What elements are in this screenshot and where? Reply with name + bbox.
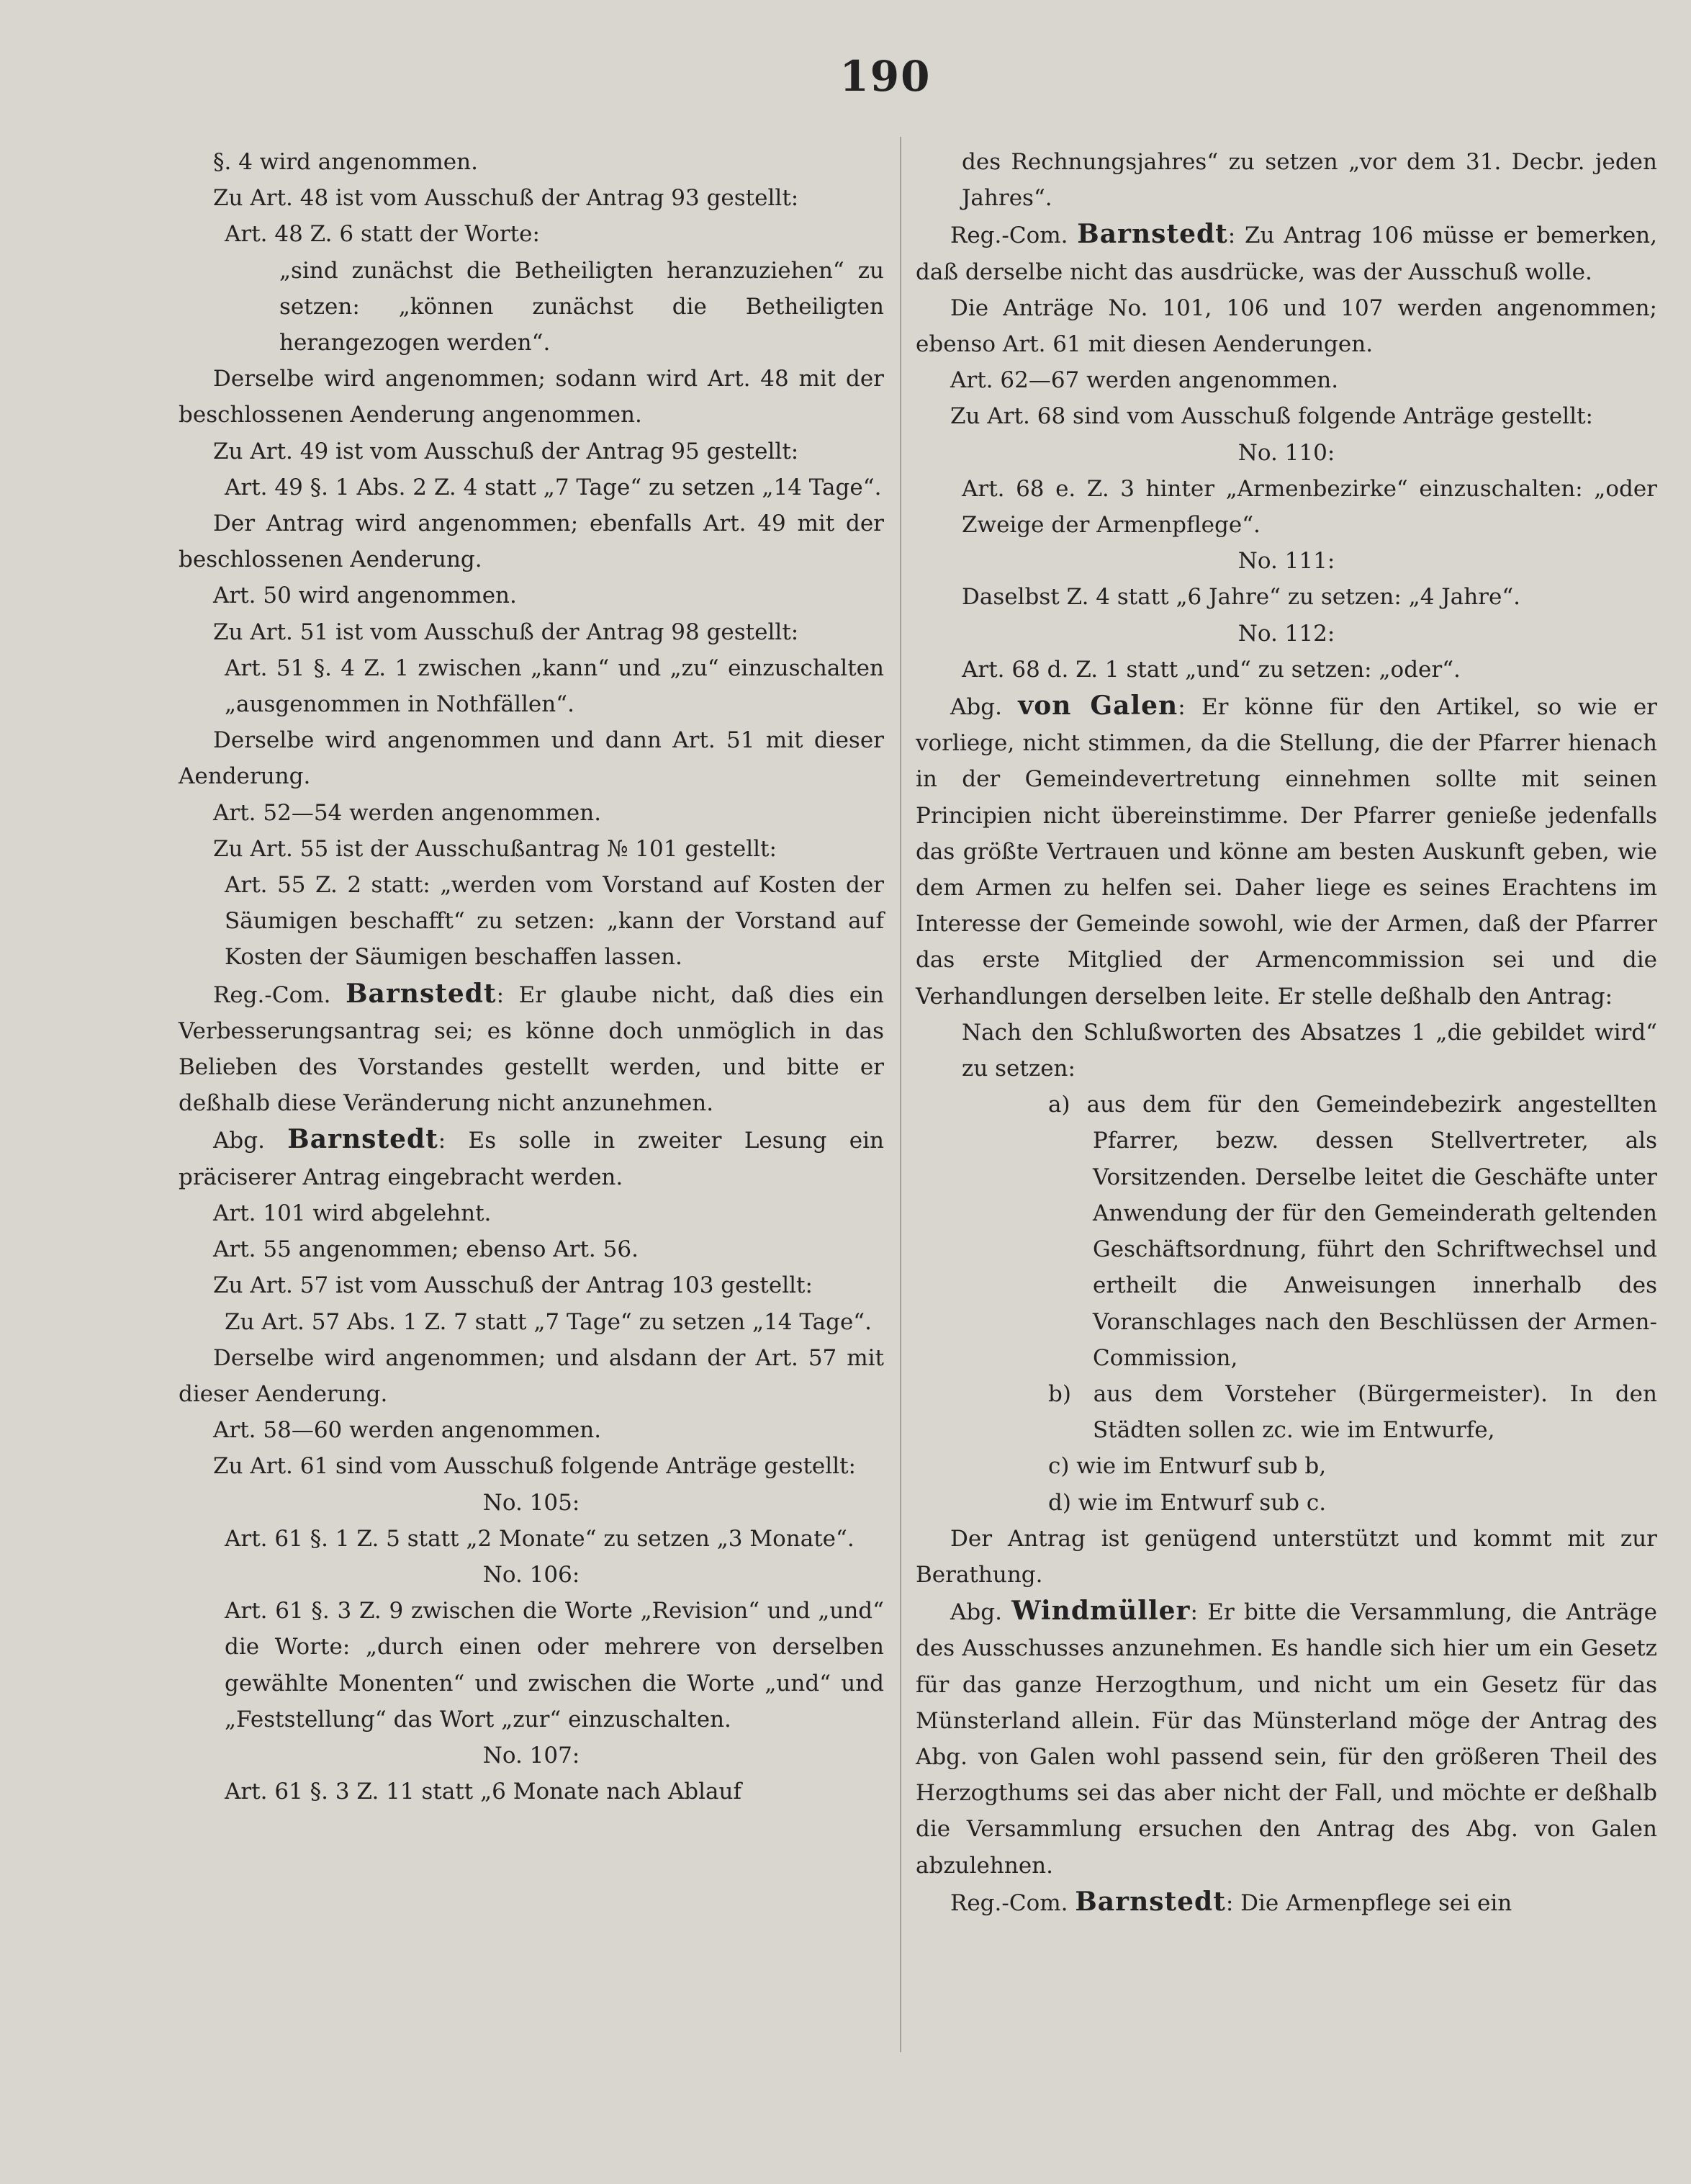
paragraph	[916, 435, 1657, 471]
paragraph	[179, 253, 884, 361]
paragraph-text: Art. 62—67 werden angenommen.	[950, 367, 1339, 394]
speaker-name: Barnstedt	[1077, 219, 1228, 250]
paragraph-text: des Rechnungsjahres“ zu setzen „vor dem 31. Decbr. jeden Jahres“.	[962, 149, 1657, 212]
speaker-name: Windmüller	[1011, 1596, 1191, 1627]
column-divider	[900, 137, 901, 2052]
paragraph-text: „sind zunächst die Betheiligten heranzuziehen“ zu setzen: „können zunächst die Betheiligten herangezogen werden“.	[279, 257, 884, 356]
paragraph	[179, 1557, 884, 1593]
paragraph-text: Art. 52—54 werden angenommen.	[213, 799, 602, 826]
paragraph	[179, 976, 884, 1122]
paragraph-text: b) aus dem Vorsteher (Bürgermeister). In den Städten sollen zc. wie im Entwurfe,	[1048, 1380, 1657, 1444]
paragraph-text: : Er könne für den Artikel, so wie er vorliege, nicht stimmen, da die Stellung, die der Pfarrer hienach in der Gemeindevertretung einnehmen sollte mit seinen Principien nicht übereinstimme. Der Pfarrer genieße jedenfalls das größte Vertrauen und könne am besten Auskunft geben, wie dem Armen zu helfen sei. Daher liege es seines Erachtens im Interesse der Gemeinde sowohl, wie der Armen, daß der Pfarrer das erste Mitglied der Armencommission sei und die Verhandlungen derselben leite. Er stelle deßhalb den Antrag:	[916, 694, 1657, 1010]
paragraph-text: Art. 49 §. 1 Abs. 2 Z. 4 statt „7 Tage“ zu setzen „14 Tage“.	[225, 474, 882, 500]
paragraph	[179, 867, 884, 976]
paragraph	[179, 216, 884, 252]
paragraph-text: No. 110:	[1237, 439, 1335, 466]
paragraph-text: Zu Art. 57 ist vom Ausschuß der Antrag 103 gestellt:	[213, 1272, 813, 1299]
speaker-title: Reg.-Com.	[950, 1889, 1076, 1916]
paragraph-text: Zu Art. 55 ist der Ausschußantrag № 101 gestellt:	[213, 835, 777, 862]
paragraph	[179, 180, 884, 216]
paragraph-text: : Zu Antrag 106 müsse er bemerken, daß derselbe nicht das ausdrücke, was der Ausschuß wolle.	[916, 223, 1657, 285]
paragraph	[179, 1121, 884, 1195]
paragraph-text: Zu Art. 51 ist vom Ausschuß der Antrag 98 gestellt:	[213, 619, 799, 645]
paragraph-text: Nach den Schlußworten des Absatzes 1 „die gebildet wird“ zu setzen:	[962, 1019, 1657, 1082]
paragraph-text: Der Antrag wird angenommen; ebenfalls Art. 49 mit der beschlossenen Aenderung.	[179, 511, 884, 573]
paragraph	[916, 579, 1657, 615]
paragraph	[916, 1376, 1657, 1448]
paragraph-text: Art. 61 §. 3 Z. 9 zwischen die Worte „Revision“ und „und“ die Worte: „durch einen oder mehrere von derselben gewählte Monenten“ und zwischen die Worte „und“ und „Feststellung“ das Wort „zur“ einzuschalten.	[225, 1598, 884, 1733]
paragraph-text: Art. 48 Z. 6 statt der Worte:	[225, 221, 540, 248]
paragraph-text: Art. 51 §. 4 Z. 1 zwischen „kann“ und „zu“ einzuschalten „ausgenommen in Nothfällen“.	[225, 655, 884, 718]
paragraph-text: Zu Art. 61 sind vom Ausschuß folgende Anträge gestellt:	[213, 1453, 857, 1480]
paragraph-text: No. 107:	[482, 1742, 580, 1769]
paragraph-text: §. 4 wird angenommen.	[213, 149, 478, 175]
paragraph	[179, 1521, 884, 1557]
left-column	[179, 144, 884, 1810]
speaker-name: Barnstedt	[346, 978, 497, 1009]
paragraph	[916, 1593, 1657, 1884]
speaker-title: Reg.-Com.	[950, 223, 1078, 249]
paragraph	[916, 144, 1657, 216]
paragraph	[179, 361, 884, 433]
paragraph	[916, 216, 1657, 289]
speaker-name: Barnstedt	[1075, 1886, 1226, 1917]
speaker-name: Barnstedt	[287, 1124, 438, 1155]
speaker-title: Abg.	[950, 694, 1019, 721]
paragraph-text: Die Anträge No. 101, 106 und 107 werden angenommen; ebenso Art. 61 mit diesen Aenderungen.	[916, 295, 1657, 358]
speaker-name: von Galen	[1018, 691, 1178, 722]
paragraph	[916, 362, 1657, 398]
paragraph-text: Zu Art. 48 ist vom Ausschuß der Antrag 93 gestellt:	[213, 185, 799, 212]
paragraph	[916, 1448, 1657, 1484]
paragraph-text: Art. 68 e. Z. 3 hinter „Armenbezirke“ einzuschalten: „oder Zweige der Armenpflege“.	[962, 475, 1657, 539]
paragraph	[916, 543, 1657, 579]
paragraph	[916, 398, 1657, 434]
paragraph-text: Art. 58—60 werden angenommen.	[213, 1417, 602, 1444]
paragraph	[916, 290, 1657, 362]
paragraph-text: Derselbe wird angenommen; sodann wird Art. 48 mit der beschlossenen Aenderung angenommen.	[179, 366, 884, 428]
right-column	[916, 144, 1657, 1921]
paragraph-text: Art. 61 §. 1 Z. 5 statt „2 Monate“ zu setzen „3 Monate“.	[225, 1525, 854, 1552]
paragraph-text: Zu Art. 49 ist vom Ausschuß der Antrag 95 gestellt:	[213, 438, 799, 464]
paragraph	[179, 1448, 884, 1484]
paragraph-text: : Er glaube nicht, daß dies ein Verbesserungsantrag sei; es könne doch unmöglich in das Belieben des Vorstandes gestellt werden, und bitte er deßhalb diese Veränderung nicht anzunehmen.	[179, 981, 884, 1117]
paragraph-text: : Er bitte die Versammlung, die Anträge des Ausschusses anzunehmen. Es handle sich hier um ein Gesetz für das ganze Herzogthum, und nicht um ein Gesetz für das Münsterland allein. Für das Münsterland möge der Antrag des Abg. von Galen wohl passend sein, für den größeren Theil des Herzogthums sei das aber nicht der Fall, und möchte er deßhalb die Versammlung ersuchen den Antrag des Abg. von Galen abzulehnen.	[916, 1599, 1657, 1879]
paragraph-text: Art. 50 wird angenommen.	[213, 583, 517, 609]
paragraph-text: Art. 61 §. 3 Z. 11 statt „6 Monate nach Ablauf	[225, 1779, 741, 1805]
paragraph	[179, 722, 884, 794]
paragraph-text: No. 105:	[482, 1489, 580, 1516]
paragraph	[179, 614, 884, 650]
paragraph	[916, 1015, 1657, 1087]
speaker-title: Abg.	[950, 1599, 1012, 1626]
paragraph-text: No. 111:	[1237, 548, 1335, 575]
paragraph-text: d) wie im Entwurf sub c.	[1048, 1489, 1327, 1516]
paragraph	[179, 433, 884, 469]
paragraph	[179, 505, 884, 578]
paragraph	[179, 1485, 884, 1521]
paragraph-text: : Es solle in zweiter Lesung ein präciserer Antrag eingebracht werden.	[179, 1128, 884, 1190]
paragraph-text: : Die Armenpflege sei ein	[1225, 1889, 1512, 1916]
paragraph-text: Daselbst Z. 4 statt „6 Jahre“ zu setzen: „4 Jahre“.	[962, 584, 1521, 611]
paragraph-text: No. 112:	[1237, 620, 1335, 647]
paragraph	[916, 1884, 1657, 1921]
paragraph	[179, 1738, 884, 1774]
paragraph-text: Derselbe wird angenommen und dann Art. 51 mit dieser Aenderung.	[179, 727, 884, 790]
paragraph	[179, 1231, 884, 1267]
paragraph	[179, 1774, 884, 1810]
paragraph	[916, 652, 1657, 688]
paragraph-text: Art. 68 d. Z. 1 statt „und“ zu setzen: „oder“.	[962, 656, 1461, 683]
paragraph	[916, 616, 1657, 652]
paragraph-text: a) aus dem für den Gemeindebezirk angestellten Pfarrer, bezw. dessen Stellvertreter, als Vorsitzenden. Derselbe leitet die Geschäfte unter Anwendung der für den Gemeinderath geltenden Geschäftsordnung, führt den Schriftwechsel und ertheilt die Anweisungen innerhalb des Voranschlages nach den Beschlüssen der Armen-Commission,	[1048, 1092, 1657, 1371]
paragraph	[179, 578, 884, 614]
speaker-title: Reg.-Com.	[213, 981, 346, 1008]
paragraph-text: Zu Art. 57 Abs. 1 Z. 7 statt „7 Tage“ zu setzen „14 Tage“.	[225, 1308, 872, 1335]
paragraph-text: Art. 101 wird abgelehnt.	[213, 1200, 492, 1226]
paragraph	[916, 688, 1657, 1015]
paragraph	[179, 1593, 884, 1738]
speaker-title: Abg.	[213, 1128, 288, 1154]
paragraph	[916, 1485, 1657, 1521]
page-number: 190	[839, 52, 932, 101]
paragraph	[179, 1340, 884, 1412]
paragraph	[179, 1304, 884, 1340]
paragraph-text: Art. 55 angenommen; ebenso Art. 56.	[213, 1236, 639, 1263]
paragraph-text: Derselbe wird angenommen; und alsdann der Art. 57 mit dieser Aenderung.	[179, 1344, 884, 1407]
paragraph	[916, 471, 1657, 543]
paragraph	[179, 469, 884, 505]
paragraph	[179, 1195, 884, 1231]
paragraph	[916, 1521, 1657, 1593]
paragraph	[179, 1412, 884, 1448]
paragraph-text: c) wie im Entwurf sub b,	[1048, 1453, 1327, 1480]
paragraph	[916, 1087, 1657, 1376]
paragraph-text: No. 106:	[482, 1561, 580, 1588]
paragraph	[179, 795, 884, 831]
paragraph-text: Zu Art. 68 sind vom Ausschuß folgende Anträge gestellt:	[950, 403, 1594, 430]
paragraph-text: Der Antrag ist genügend unterstützt und kommt mit zur Berathung.	[916, 1525, 1657, 1588]
paragraph	[179, 650, 884, 722]
paragraph	[179, 1267, 884, 1303]
paragraph-text: Art. 55 Z. 2 statt: „werden vom Vorstand auf Kosten der Säumigen beschafft“ zu setzen: „kann der Vorstand auf Kosten der Säumigen beschaffen lassen.	[225, 872, 884, 971]
paragraph	[179, 144, 884, 180]
paragraph	[179, 831, 884, 867]
